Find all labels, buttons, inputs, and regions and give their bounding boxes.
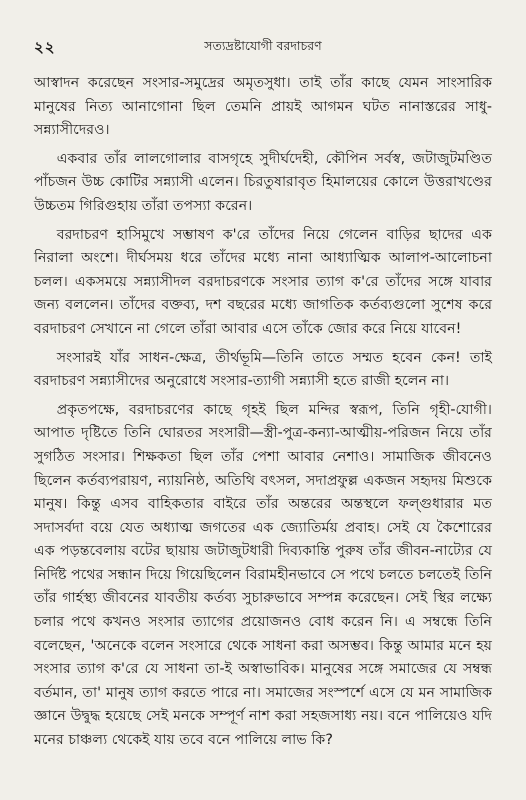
paragraph-1: আস্বাদন করেছেন সংসার-সমুদ্রের অমৃতসুধা। তাই তাঁর কাছে যেমন সাংসারিক মানুষের নিত্য আনাগোনা ছিল তেমনি প্রায়ই আগমন ঘটত নানাস্তরের সাধু-সন্ন্যাসীদেরও। xyxy=(34,75,492,139)
paragraph-4: সংসারই যাঁর সাধন-ক্ষেত্র, তীর্থভূমি—তিনি তাতে সম্মত হবেন কেন! তাই বরদাচরণ সন্ন্যাসীদের অনুরোধে সংসার-ত্যাগী সন্ন্যাসী হতে রাজী হলেন না। xyxy=(34,349,492,390)
page-number: ২২ xyxy=(34,38,56,56)
paragraph-3: বরদাচরণ হাসিমুখে সম্ভাষণ ক'রে তাঁদের নিয়ে গেলেন বাড়ির ছাদের এক নিরালা অংশে। দীর্ঘসময় ধরে তাঁদের মধ্যে নানা আধ্যাত্মিক আলাপ-আলোচনা চলল। একসময়ে সন্ন্যাসীদল বরদাচরণকে সংসার ত্যাগ ক'রে তাঁদের সঙ্গে যাবার জন্য বললেন। তাঁদের বক্তব্য, দশ বছরের মধ্যে জাগতিক কর্তব্যগুলো সুশেষ করে বরদাচরণ সেখানে না গেলে তাঁরা আবার এসে তাঁকে জোর করে নিয়ে যাবেন! xyxy=(34,226,492,337)
paragraph-2: একবার তাঁর লালগোলার বাসগৃহে সুদীর্ঘদেহী, কৌপিন সর্বস্ব, জটাজুটমণ্ডিত পাঁচজন উচ্চ কোটির সন্ন্যাসী এলেন। চিরতুষারাবৃত হিমালয়ের কোলে উত্তরাখণ্ডের উচ্চতম গিরিগুহায় তাঁরা তপস্যা করেন। xyxy=(34,150,492,214)
page-header xyxy=(34,36,492,60)
running-title: সত্যদ্রষ্টাযোগী বরদাচরণ xyxy=(204,38,322,53)
paragraph-5: প্রকৃতপক্ষে, বরদাচরণের কাছে গৃহই ছিল মন্দির স্বরূপ, তিনি গৃহী-যোগী। আপাত দৃষ্টিতে তিনি ঘোরতর সংসারী—স্ত্রী-পুত্র-কন্যা-আত্মীয়-পরিজন নিয়ে তাঁর সুগঠিত সংসার। শিক্ষকতা ছিল তাঁর পেশা আবার নেশাও। সামাজিক জীবনেও ছিলেন কর্তব্যপরায়ণ, ন্যায়নিষ্ঠ, অতিথি বৎসল, সদাপ্রফুল্ল একজন সহৃদয় মিশুকে মানুষ। কিন্তু এসব বাহিকতার বাইরে তাঁর অন্তরের অন্তস্থলে ফল্গুধারার মত সদাসর্বদা বয়ে যেত অধ্যাত্ম জগতের এক জ্যোতির্ময় প্রবাহ। সেই যে কৈশোরের এক পড়ন্তবেলায় বটের ছায়ায় জটাজুটধারী দিব্যকান্তি পুরুষ তাঁর জীবন-নাট্যের যে নির্দিষ্ট পথের সন্ধান দিয়ে গিয়েছিলেন বিরামহীনভাবে সে পথে চলতে চলতেই তিনি তাঁর গার্হস্থ্য জীবনের যাবতীয় কর্তব্য সুচারুভাবে সম্পন্ন করেছেন। সেই স্থির লক্ষ্যে চলার পথে কখনও সংসার ত্যাগের প্রয়োজনও বোধ করেন নি। এ সম্বন্ধে তিনি বলেছেন, 'অনেকে বলেন সংসারে থেকে সাধনা করা অসম্ভব। কিন্তু আমার মনে হয় সংসার ত্যাগ ক'রে যে সাধনা তা-ই অস্বাভাবিক। মানুষের সঙ্গে সমাজের যে সম্বন্ধ বর্তমান, তা' মানুষ ত্যাগ করতে পারে না। সমাজের সংস্পর্শে এসে যে মন সামাজিক জ্ঞানে উদ্বুদ্ধ হয়েছে সেই মনকে সম্পূর্ণ নাশ করা সহজসাধ্য নয়। বনে পালিয়েও যদি মনের চাঞ্চল্য থেকেই যায় তবে বনে পালিয়ে লাভ কি? xyxy=(34,401,492,749)
body-text xyxy=(34,72,492,753)
